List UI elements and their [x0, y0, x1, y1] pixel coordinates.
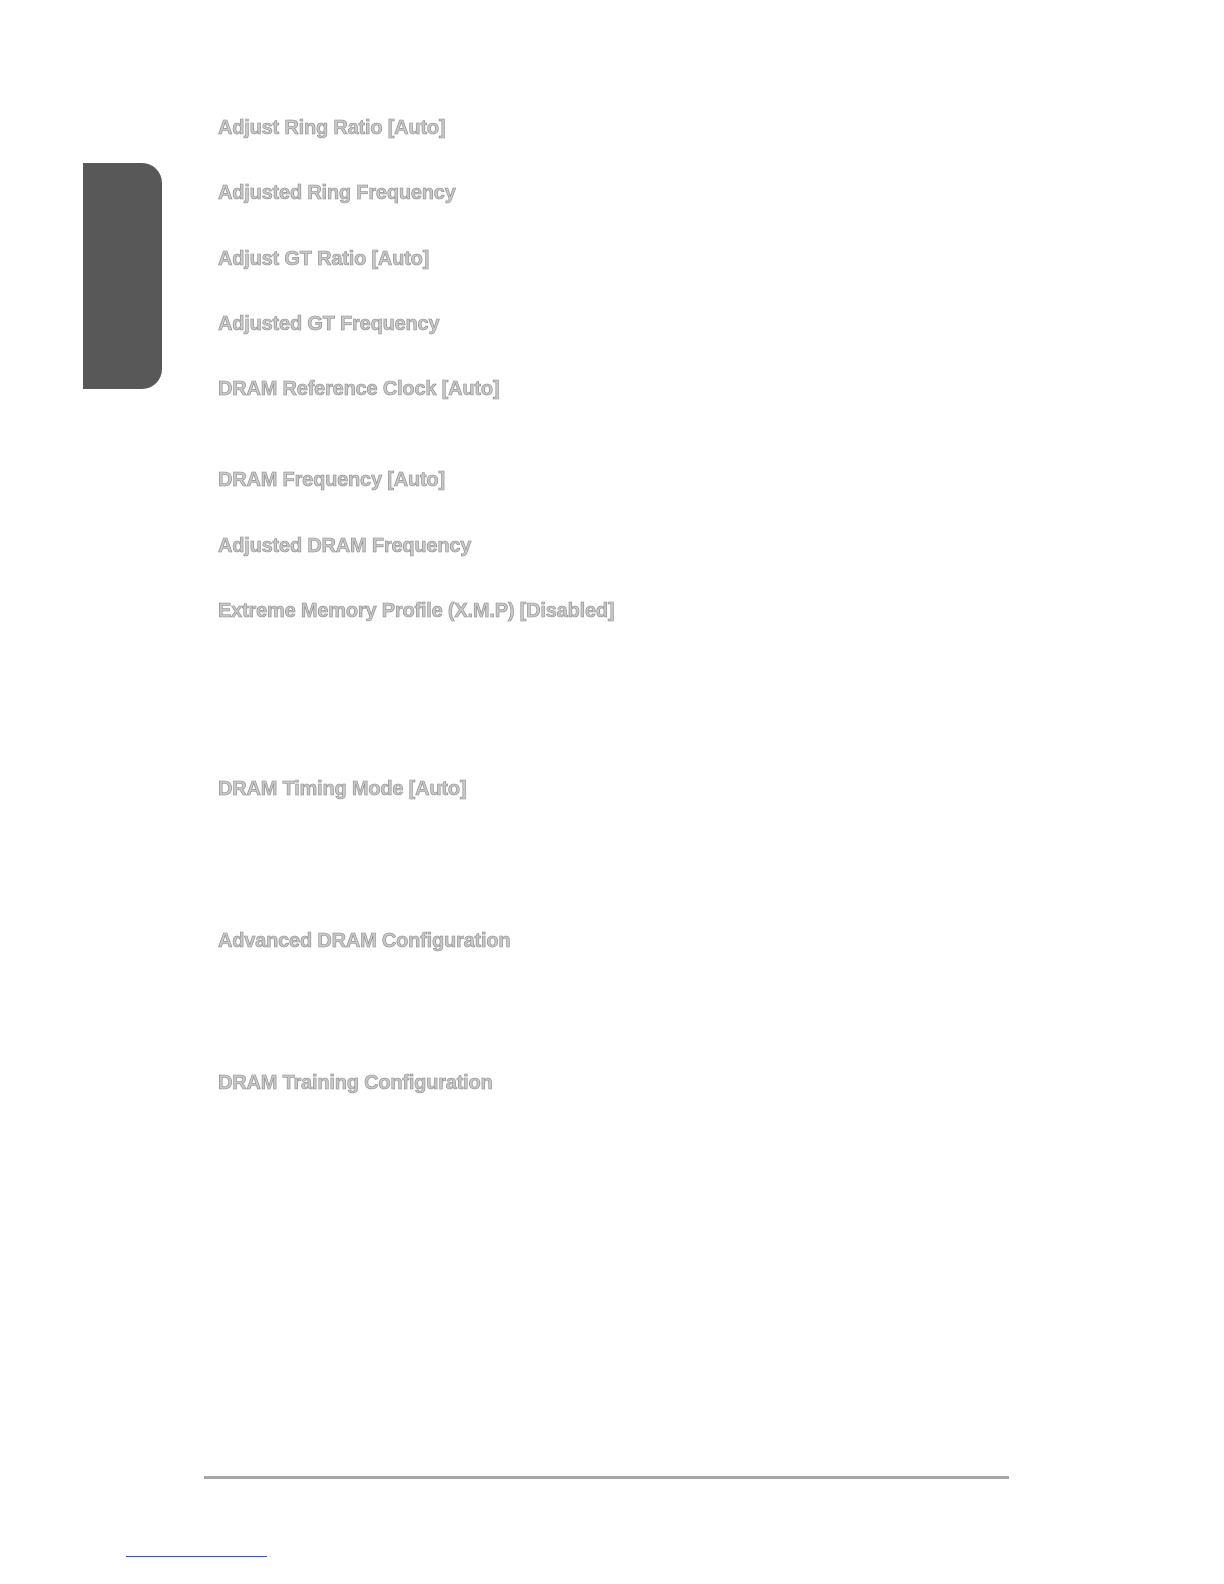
heading-dram-frequency: DRAM Frequency [Auto] — [218, 469, 445, 491]
heading-adjusted-ring-frequency: Adjusted Ring Frequency — [218, 182, 456, 204]
heading-advanced-dram-configuration: Advanced DRAM Configuration — [218, 930, 511, 952]
heading-adjusted-dram-frequency: Adjusted DRAM Frequency — [218, 535, 472, 557]
heading-dram-timing-mode: DRAM Timing Mode [Auto] — [218, 778, 467, 800]
heading-dram-training-configuration: DRAM Training Configuration — [218, 1072, 493, 1094]
heading-adjusted-gt-frequency: Adjusted GT Frequency — [218, 313, 440, 335]
footer-link-underline[interactable] — [126, 1556, 267, 1557]
heading-extreme-memory-profile: Extreme Memory Profile (X.M.P) [Disabled] — [218, 600, 615, 622]
chapter-side-tab — [83, 163, 162, 389]
heading-adjust-gt-ratio: Adjust GT Ratio [Auto] — [218, 248, 430, 270]
heading-adjust-ring-ratio: Adjust Ring Ratio [Auto] — [218, 117, 446, 139]
footer-divider — [204, 1476, 1009, 1479]
heading-dram-reference-clock: DRAM Reference Clock [Auto] — [218, 378, 500, 400]
